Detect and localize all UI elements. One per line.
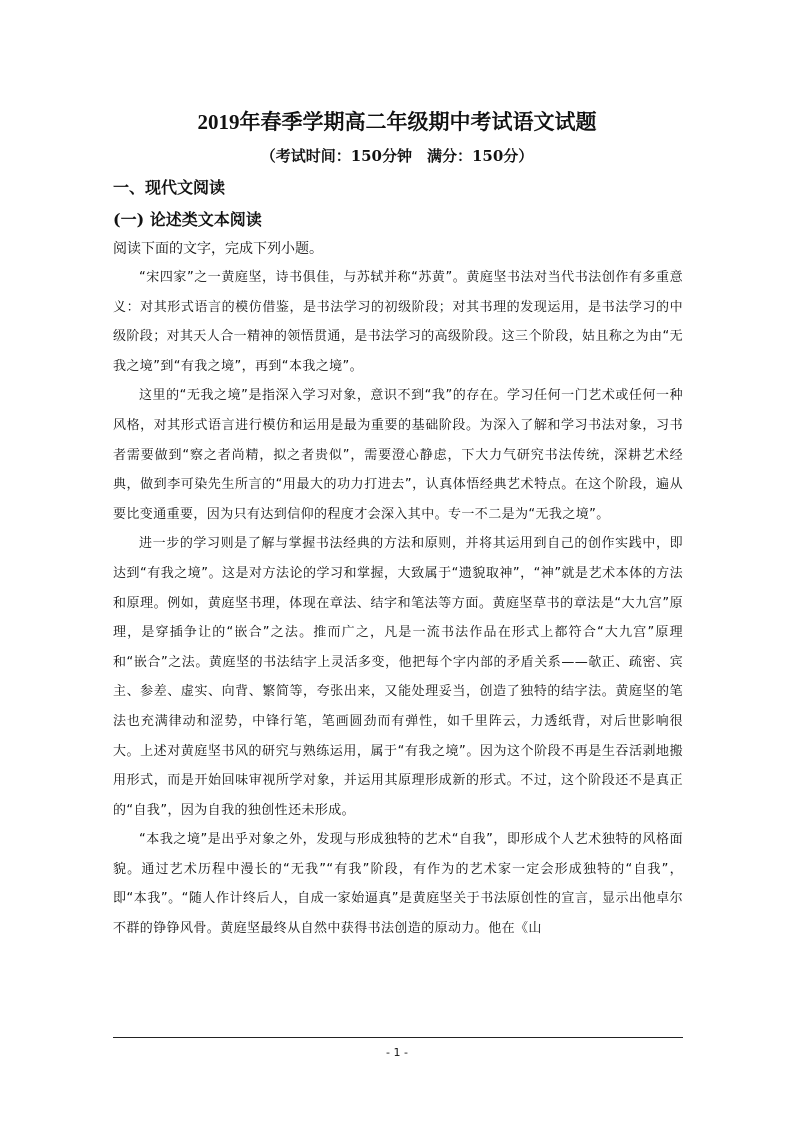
subsection-heading: (一) 论述类文本阅读 bbox=[113, 210, 262, 229]
section-heading: 一、现代文阅读 bbox=[113, 178, 226, 197]
reading-instruction: 阅读下面的文字，完成下列小题。 bbox=[113, 241, 323, 257]
passage-paragraph: 进一步的学习则是了解与掌握书法经典的方法和原则，并将其运用到自己的创作实践中，即达到“有我之境”。这是对方法论的学习和掌握，大致属于“遗貌取神”，“神”就是艺术本体的方法和原理。例如，黄庭坚书理，体现在章法、结字和笔法等方面。黄庭坚草书的章法是“大九宫”原理，是穿插争让的“嵌合”之法。推而广之，凡是一流书法作品在形式上都符合“大九宫”原理和“嵌合”之法。黄庭坚的书法结字上灵活多变，他把每个字内部的矛盾关系——欹正、疏密、宾主、参差、虚实、向背、繁简等，夸张出来，又能处理妥当，创造了独特的结字法。黄庭坚的笔法也充满律动和涩势，中锋行笔，笔画圆劲而有弹性，如千里阵云，力透纸背，对后世影响很大。上述对黄庭坚书风的研究与熟练运用，属于“有我之境”。因为这个阶段不再是生吞活剥地搬用形式，而是开始回味审视所学对象，并运用其原理形成新的形式。不过，这个阶段还不是真正的“自我”，因为自我的独创性还未形成。 bbox=[113, 536, 683, 818]
passage-paragraph: “本我之境”是出乎对象之外，发现与形成独特的艺术“自我”，即形成个人艺术独特的风格面貌。通过艺术历程中漫长的“无我”“有我”阶段，有作为的艺术家一定会形成独特的“自我”，即“本我”。“随人作计终后人，自成一家始逼真”是黄庭坚关于书法原创性的宣言，显示出他卓尔不群的铮铮风骨。黄庭坚最终从自然中获得书法创造的原动力。他在《山 bbox=[113, 832, 683, 937]
passage-body bbox=[113, 263, 683, 944]
passage-paragraph: “宋四家”之一黄庭坚，诗书俱佳，与苏轼并称“苏黄”。黄庭坚书法对当代书法创作有多重意义：对其形式语言的模仿借鉴，是书法学习的初级阶段；对其书理的发现运用，是书法学习的中级阶段；对其天人合一精神的领悟贯通，是书法学习的高级阶段。这三个阶段，姑且称之为由“无我之境”到“有我之境”，再到“本我之境”。 bbox=[113, 270, 683, 374]
passage-paragraph: 这里的“无我之境”是指深入学习对象，意识不到“我”的存在。学习任何一门艺术或任何一种风格，对其形式语言进行模仿和运用是最为重要的基础阶段。为深入了解和学习书法对象，习书者需要做到“察之者尚精，拟之者贵似”，需要澄心静虑，下大力气研究书法传统，深耕艺术经典，做到李可染先生所言的“用最大的功力打进去”，认真体悟经典艺术特点。在这个阶段，遍从要比变通重要，因为只有达到信仰的程度才会深入其中。专一不二是为“无我之境”。 bbox=[113, 388, 683, 522]
page-number: - 1 - bbox=[386, 1046, 408, 1059]
exam-title: 2019年春季学期高二年级期中考试语文试题 bbox=[197, 110, 597, 134]
footer-divider bbox=[113, 1037, 683, 1038]
exam-subtitle: （考试时间：150分钟 满分：150分） bbox=[260, 147, 534, 165]
